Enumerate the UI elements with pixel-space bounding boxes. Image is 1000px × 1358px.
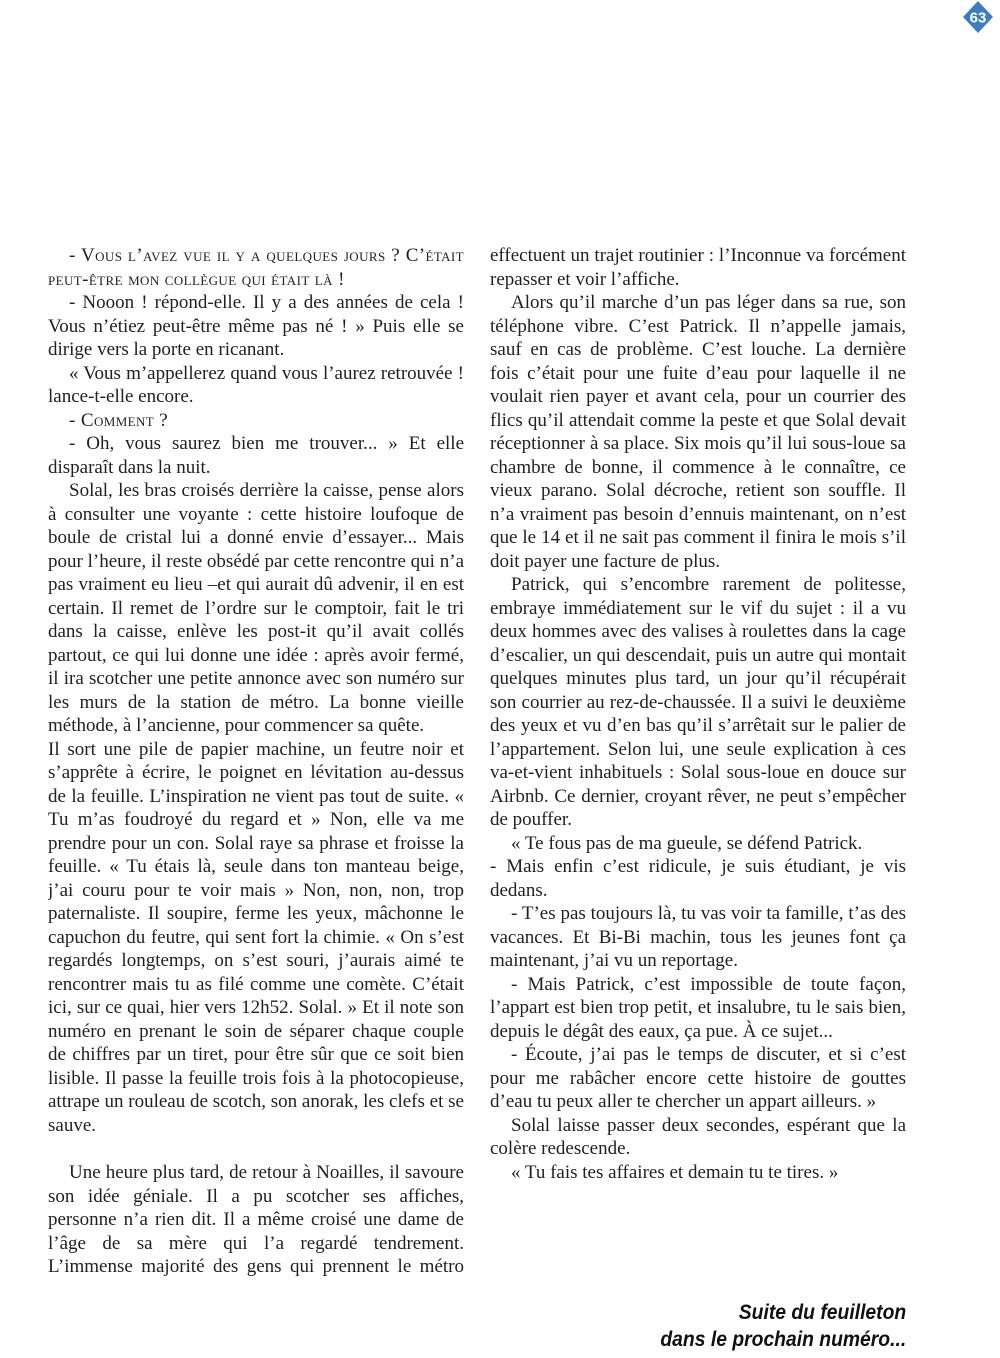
paragraph: Solal, les bras croisés derrière la caisse, pense alors à consulter une voyante : cette histoire loufoque de boule de cristal lui a donné envie d’essayer... Mais pour l’heure, il reste obsédé par cette rencontre qui n’a pas vraiment eu lieu –et qui aurait dû advenir, il en est certain. Il remet de l’ordre sur le comptoir, fait le tri dans la caisse, enlève les post-it qu’il avait collés partout, ce qui lui donne une idée : après avoir fermé, il ira scotcher une petite annonce avec son numéro sur les murs de la station de métro. La bonne vieille méthode, à l’ancienne, pour commencer sa quête. xyxy=(48,480,464,736)
paragraph: « Tu fais tes affaires et demain tu te tires. » xyxy=(511,1161,839,1183)
paragraph: Alors qu’il marche d’un pas léger dans sa rue, son téléphone vibre. C’est Patrick. Il n’appelle jamais, sauf en cas de problème. C’est louche. La dernière fois c’était pour une fuite d’eau pour laquelle il ne voulait rien payer et avant cela, pour un courrier des flics qu’il attendait comme la peste et que Solal devait réceptionner à sa place. Six mois qu’il lui sous-loue sa chambre de bonne, il commence à le connaître, ce vieux parano. Solal décroche, retient son souffle. Il n’a vraiment pas besoin d’ennuis maintenant, on n’est que le 14 et il ne sait pas comment il finira le mois s’il doit payer une facture de plus. xyxy=(490,292,906,572)
paragraph-smallcaps: - Comment ? xyxy=(69,409,169,431)
paragraph: Solal laisse passer deux secondes, espérant que la colère redescende. xyxy=(490,1114,906,1159)
paragraph: « Vous m’appellerez quand vous l’aurez retrouvée ! lance-t-elle encore. xyxy=(48,362,464,407)
paragraph: - T’es pas toujours là, tu vas voir ta famille, t’as des vacances. Et Bi-Bi machin, tous les jeunes font ça maintenant, j’ai vu un reportage. xyxy=(490,903,906,971)
page-number: 63 xyxy=(969,9,987,27)
paragraph: « Te fous pas de ma gueule, se défend Patrick. xyxy=(511,832,863,854)
paragraph: Il sort une pile de papier machine, un feutre noir et s’apprête à écrire, le poignet en lévitation au-dessus de la feuille. L’inspiration ne vient pas tout de suite. « Tu m’as foudroyé du regard et » Non, elle va me prendre pour un con. Solal raye sa phrase et froisse la feuille. « Tu étais là, seule dans ton manteau beige, j’ai couru pour te voir mais » Non, non, non, trop paternaliste. Il soupire, ferme les yeux, mâchonne le capuchon du feutre, qui sent fort la chimie. « On s’est regardés longtemps, on s’est souri, j’aurais aimé te rencontrer mais tu as filé comme une comète. C’était ici, sur ce quai, hier vers 12h52. Solal. » Et il note son numéro en prenant le soin de séparer chaque couple de chiffres par un tiret, pour être sûr que ce soit bien lisible. Il passe la feuille trois fois à la photocopieuse, attrape un rouleau de scotch, son anorak, les clefs et se sauve. xyxy=(48,738,464,1136)
paragraph: - Mais enfin c’est ridicule, je suis étudiant, je vis dedans. xyxy=(490,856,906,901)
footer-line-2: dans le prochain numéro... xyxy=(660,1328,906,1351)
paragraph: Patrick, qui s’encombre rarement de politesse, embraye immédiatement sur le vif du sujet : il a vu deux hommes avec des valises à roulettes dans la cage d’escalier, un qui descendait, puis un autre qui montait quelques minutes plus tard, un jour qu’il récupérait son courrier au rez-de-chaussée. Il a suivi le deuxième des yeux et vu d’en bas qu’il s’arrêtait sur le palier de l’appartement. Selon lui, une seule explication à ces va-et-vient inhabituels : Solal sous-loue en douce sur Airbnb. Ce dernier, croyant rêver, ne peut s’empêcher de pouffer. xyxy=(490,574,906,830)
paragraph: - Oh, vous saurez bien me trouver... » Et elle disparaît dans la nuit. xyxy=(48,433,464,478)
paragraph: - Écoute, j’ai pas le temps de discuter, et si c’est pour me rabâcher encore cette histoire de gouttes d’eau tu peux aller te chercher un appart ailleurs. » xyxy=(490,1044,906,1112)
paragraph: - Nooon ! répond-elle. Il y a des années de cela ! Vous n’étiez peut-être même pas né ! » Puis elle se dirige vers la porte en ricanant. xyxy=(48,292,464,360)
page-number-badge xyxy=(962,1,994,33)
paragraph: Une heure plus tard, de retour à Noailles, il savoure son idée géniale. Il a pu scotcher ses affiches, personne n’a rien dit. Il a même croisé une dame de l’âge de sa mère qui l’a regardé tendrement. L’immense majorité des gens qui prennent le métro effectuent un trajet routinier : l’Inconnue va forcément repasser et voir l’affiche. xyxy=(48,245,906,1277)
article-body xyxy=(48,244,906,1304)
paragraph: - Mais Patrick, c’est impossible de toute façon, l’appart est bien trop petit, et insalubre, tu le sais bien, depuis le dégât des eaux, ça pue. À ce sujet... xyxy=(490,973,906,1042)
serial-continuation-note xyxy=(660,1299,906,1353)
footer-line-1: Suite du feuilleton xyxy=(738,1301,906,1324)
paragraph-smallcaps: - Vous l’avez vue il y a quelques jours ? C’était peut-être mon collègue qui était là ! xyxy=(48,245,464,290)
